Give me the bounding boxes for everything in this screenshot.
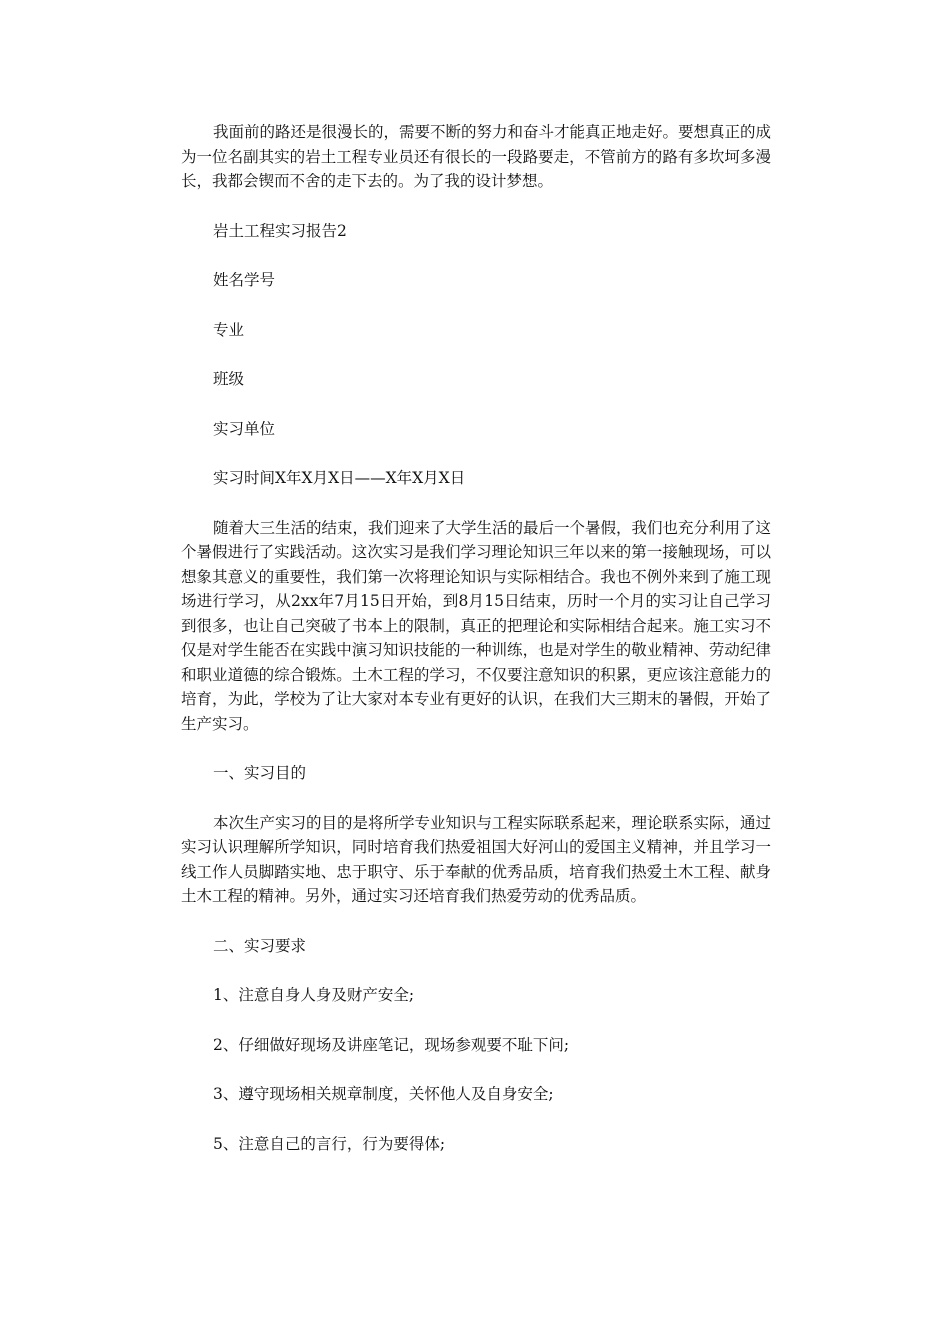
document-body [181,120,771,1156]
section-heading-requirements: 二、实习要求 [213,936,307,955]
section-heading-purpose: 一、实习目的 [213,764,307,782]
requirement-item: 2、仔细做好现场及讲座笔记，现场参观要不耻下问; [213,1035,570,1054]
requirement-item: 3、遵守现场相关规章制度，关怀他人及自身安全; [213,1085,554,1103]
requirement-item: 5、注意自己的言行，行为要得体; [213,1134,446,1153]
paragraph-intro: 随着大三生活的结束，我们迎来了大学生活的最后一个暑假，我们也充分利用了这个暑假进行了实践活动。这次实习是我们学习理论知识三年以来的第一接触现场，可以想象其意义的重要性，我们第一次将理论知识与实际相结合。我也不例外来到了施工现场进行学习，从2xx年7月15日开始，到8月15日结束，历时一个月的实习让自己学习到很多，也让自己突破了书本上的限制，真正的把理论和实际相结合起来。施工实习不仅是对学生能否在实践中演习知识技能的一种训练，也是对学生的敬业精神、劳动纪律和职业道德的综合锻炼。土木工程的学习，不仅要注意知识的积累，更应该注意能力的培育，为此，学校为了让大家对本专业有更好的认识，在我们大三期末的暑假，开始了生产实习。 [181,518,772,733]
field-time: 实习时间X年X月X日——X年X月X日 [213,469,466,487]
paragraph-purpose: 本次生产实习的目的是将所学专业知识与工程实际联系起来，理论联系实际，通过实习认识理解所学知识，同时培育我们热爱祖国大好河山的爱国主义精神，并且学习一线工作人员脚踏实地、忠于职守、乐于奉献的优秀品质，培育我们热爱土木工程、献身土木工程的精神。另外，通过实习还培育我们热爱劳动的优秀品质。 [181,813,772,905]
field-unit: 实习单位 [213,419,276,438]
paragraph-closing: 我面前的路还是很漫长的，需要不断的努力和奋斗才能真正地走好。要想真正的成为一位名副其实的岩土工程专业员还有很长的一段路要走，不管前方的路有多坎坷多漫长，我都会锲而不舍的走下去的。为了我的设计梦想。 [181,123,772,190]
field-major: 专业 [213,320,245,339]
field-class: 班级 [213,370,245,388]
requirement-item: 1、注意自身人身及财产安全; [213,986,415,1004]
report-title: 岩土工程实习报告2 [213,221,347,240]
field-name-id: 姓名学号 [213,271,276,289]
